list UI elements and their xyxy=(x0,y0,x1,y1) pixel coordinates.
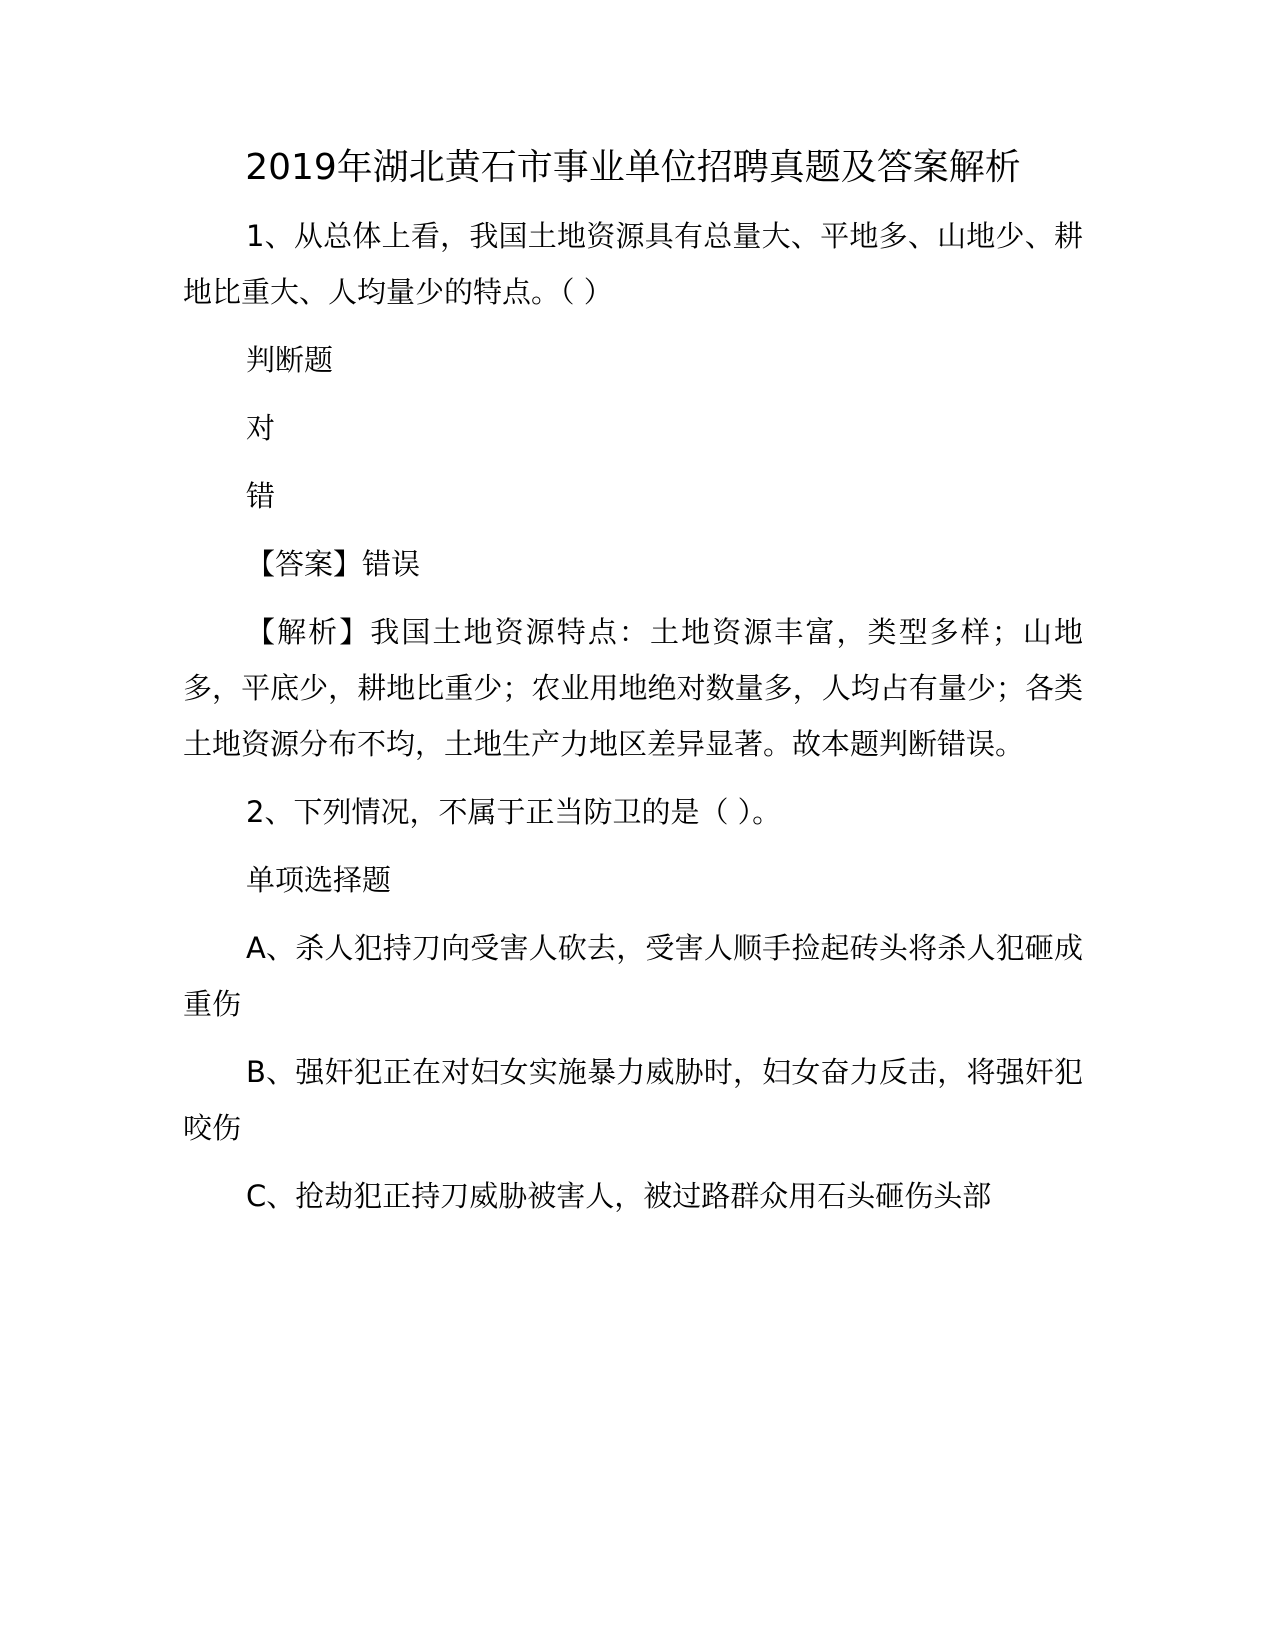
question-2-option-a: A、杀人犯持刀向受害人砍去，受害人顺手捡起砖头将杀人犯砸成重伤 xyxy=(183,931,1083,1021)
question-2-type: 单项选择题 xyxy=(246,863,392,897)
question-1-analysis: 【解析】我国土地资源特点：土地资源丰富，类型多样；山地多，平底少，耕地比重少；农业用地绝对数量多，人均占有量少；各类土地资源分布不均，土地生产力地区差异显著。故本题判断错误。 xyxy=(183,615,1083,761)
question-1-stem: 1、从总体上看，我国土地资源具有总量大、平地多、山地少、耕地比重大、人均量少的特点。（ ） xyxy=(183,219,1083,309)
question-1-type: 判断题 xyxy=(246,343,334,377)
question-1-option-true: 对 xyxy=(246,411,276,445)
question-1-option-false: 错 xyxy=(246,479,276,513)
question-1 xyxy=(183,208,1083,772)
question-2-stem: 2、下列情况，不属于正当防卫的是（ ）。 xyxy=(246,795,782,829)
question-2-option-c: C、抢劫犯正持刀威胁被害人，被过路群众用石头砸伤头部 xyxy=(246,1179,992,1213)
document-page xyxy=(183,140,1083,1236)
question-1-answer: 【答案】错误 xyxy=(246,547,421,581)
question-2-option-b: B、强奸犯正在对妇女实施暴力威胁时，妇女奋力反击，将强奸犯咬伤 xyxy=(183,1055,1083,1145)
question-2 xyxy=(183,784,1083,1224)
document-title: 2019年湖北黄石市事业单位招聘真题及答案解析 xyxy=(245,147,1021,188)
